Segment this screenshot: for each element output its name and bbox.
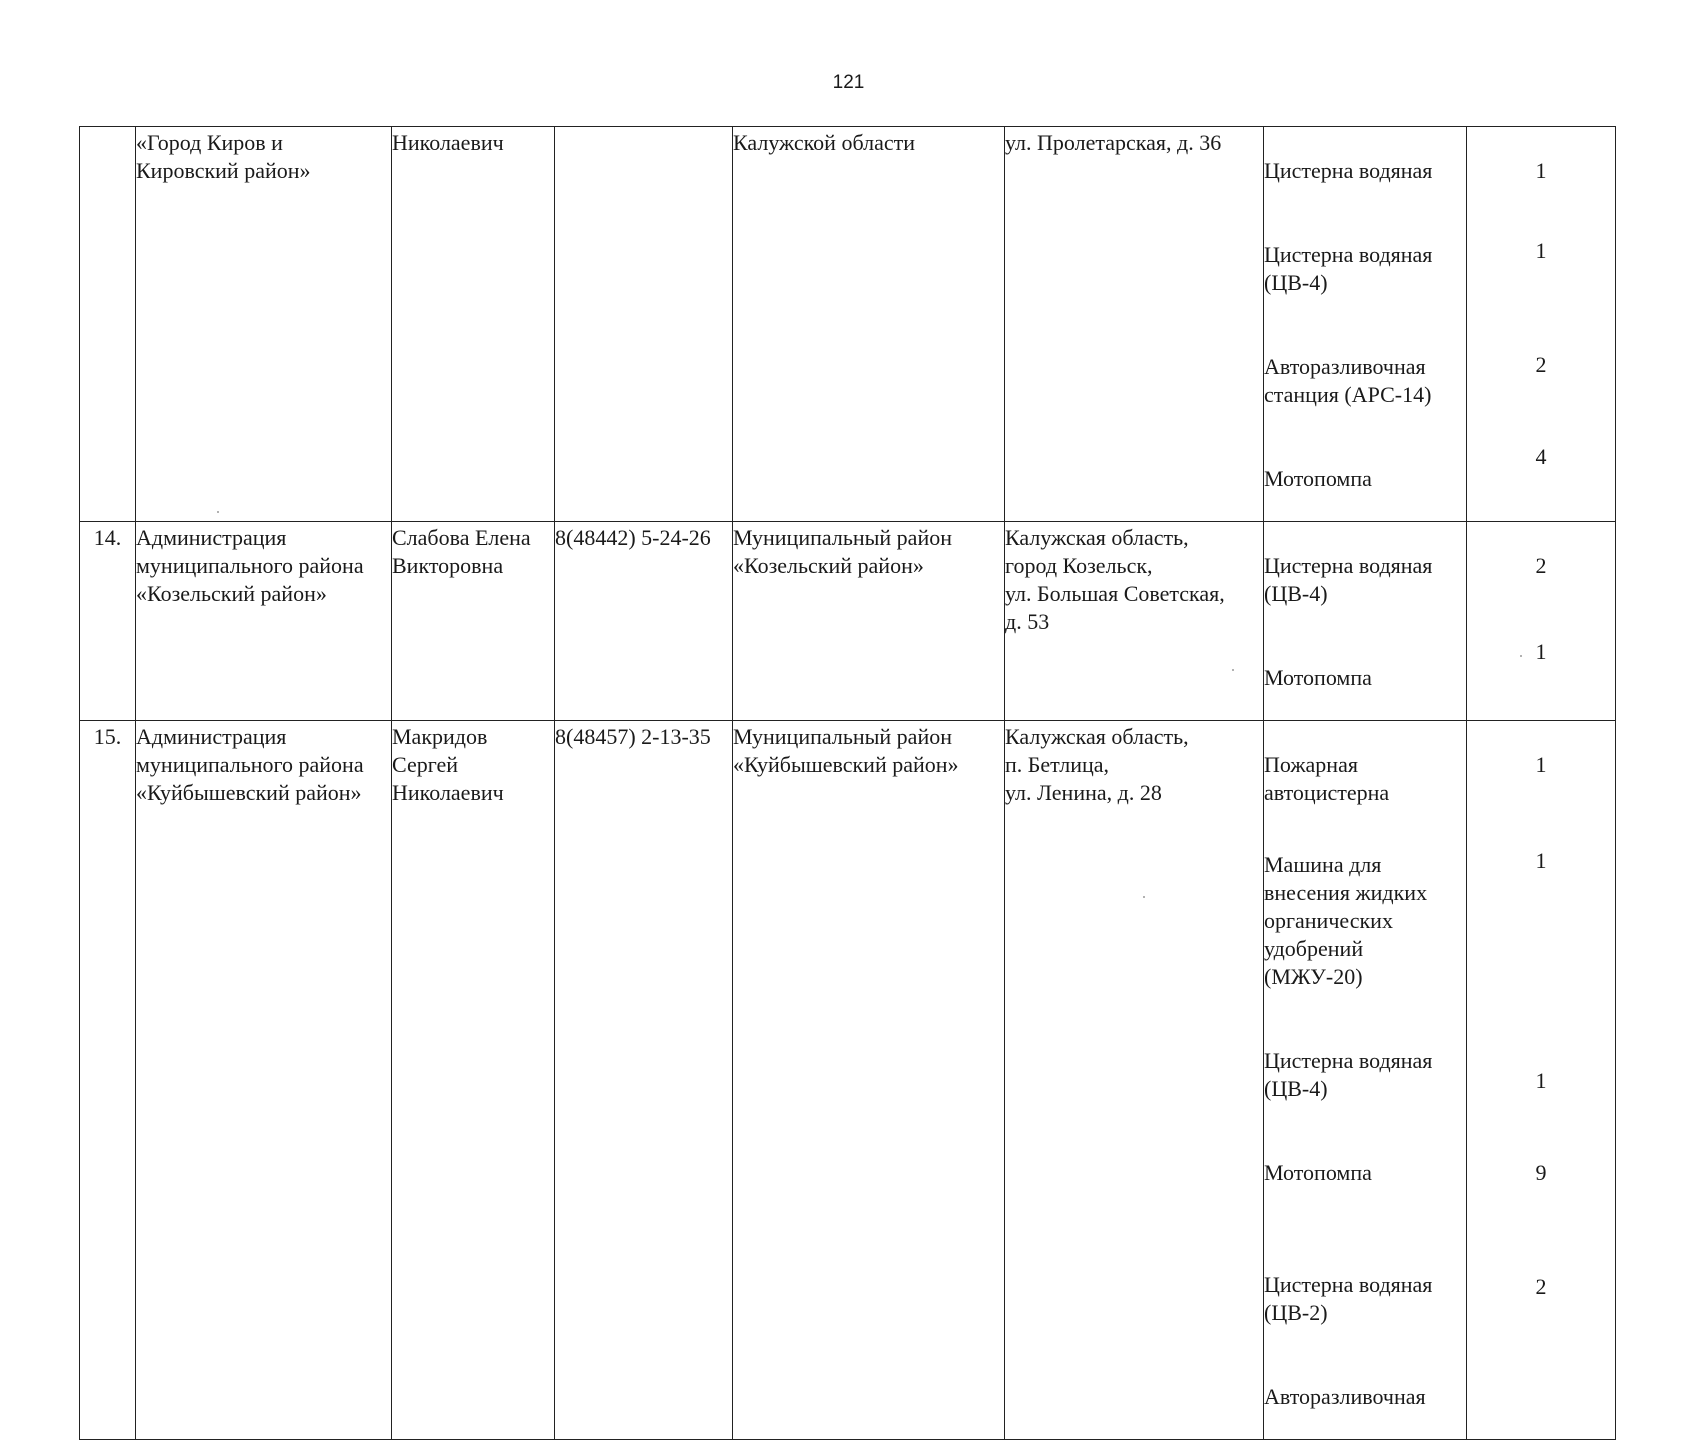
quantity-value: 1 [1535,1068,1547,1093]
equipment-item: Цистерна водяная (ЦВ-4) [1264,553,1433,606]
equipment-item: Машина для внесения жидких органических удобрений (МЖУ-20) [1264,852,1428,989]
equipment-item: Авторазливочная [1264,1384,1426,1409]
table-row [80,127,1616,522]
equipment-table [79,126,1616,1440]
quantity-value: 2 [1535,553,1547,578]
row-number [80,127,136,522]
quantity-cell [1467,127,1616,522]
equipment-item: Мотопомпа [1264,665,1372,690]
scan-speck [1232,669,1234,671]
scan-speck [1143,896,1145,898]
organization-cell: «Город Киров и Кировский район» [136,127,392,522]
table-row [80,522,1616,721]
row-number: 15. [80,721,136,1440]
page-number: 121 [832,72,865,93]
address-cell: Калужская область, город Козельск, ул. Большая Советская, д. 53 [1005,522,1264,721]
territory-cell: Калужской области [733,127,1005,522]
organization-cell: Администрация муниципального района «Куйбышевский район» [136,721,392,1440]
phone-cell: 8(48442) 5-24-26 [555,522,733,721]
scan-speck [1520,655,1522,657]
equipment-cell [1264,522,1467,721]
territory-cell: Муниципальный район «Куйбышевский район» [733,721,1005,1440]
territory-cell: Муниципальный район «Козельский район» [733,522,1005,721]
phone-cell [555,127,733,522]
phone-cell: 8(48457) 2-13-35 [555,721,733,1440]
quantity-value: 2 [1535,352,1547,377]
quantity-value: 1 [1535,238,1547,263]
quantity-value: 1 [1535,752,1547,777]
quantity-value: 1 [1535,848,1547,873]
equipment-item: Мотопомпа [1264,1160,1372,1185]
equipment-item: Авторазливочная станция (АРС-14) [1264,354,1432,407]
equipment-item: Цистерна водяная (ЦВ-2) [1264,1272,1433,1325]
scan-speck [217,511,219,513]
quantity-value: 4 [1535,444,1547,469]
head-name-cell: Макридов Сергей Николаевич [392,721,555,1440]
head-name-cell: Слабова Елена Викторовна [392,522,555,721]
equipment-cell [1264,127,1467,522]
equipment-item: Мотопомпа [1264,466,1372,491]
quantity-cell [1467,522,1616,721]
organization-cell: Администрация муниципального района «Козельский район» [136,522,392,721]
quantity-value: 1 [1535,158,1547,183]
row-number: 14. [80,522,136,721]
table-row [80,721,1616,1440]
equipment-item: Цистерна водяная [1264,158,1433,183]
head-name-cell: Николаевич [392,127,555,522]
quantity-value: 1 [1535,639,1547,664]
equipment-item: Пожарная автоцистерна [1264,752,1390,805]
equipment-cell [1264,721,1467,1440]
address-cell: ул. Пролетарская, д. 36 [1005,127,1264,522]
quantity-cell [1467,721,1616,1440]
quantity-value: 2 [1535,1274,1547,1299]
equipment-item: Цистерна водяная (ЦВ-4) [1264,242,1433,295]
equipment-item: Цистерна водяная (ЦВ-4) [1264,1048,1433,1101]
quantity-value: 9 [1535,1160,1547,1185]
address-cell: Калужская область, п. Бетлица, ул. Ленина, д. 28 [1005,721,1264,1440]
